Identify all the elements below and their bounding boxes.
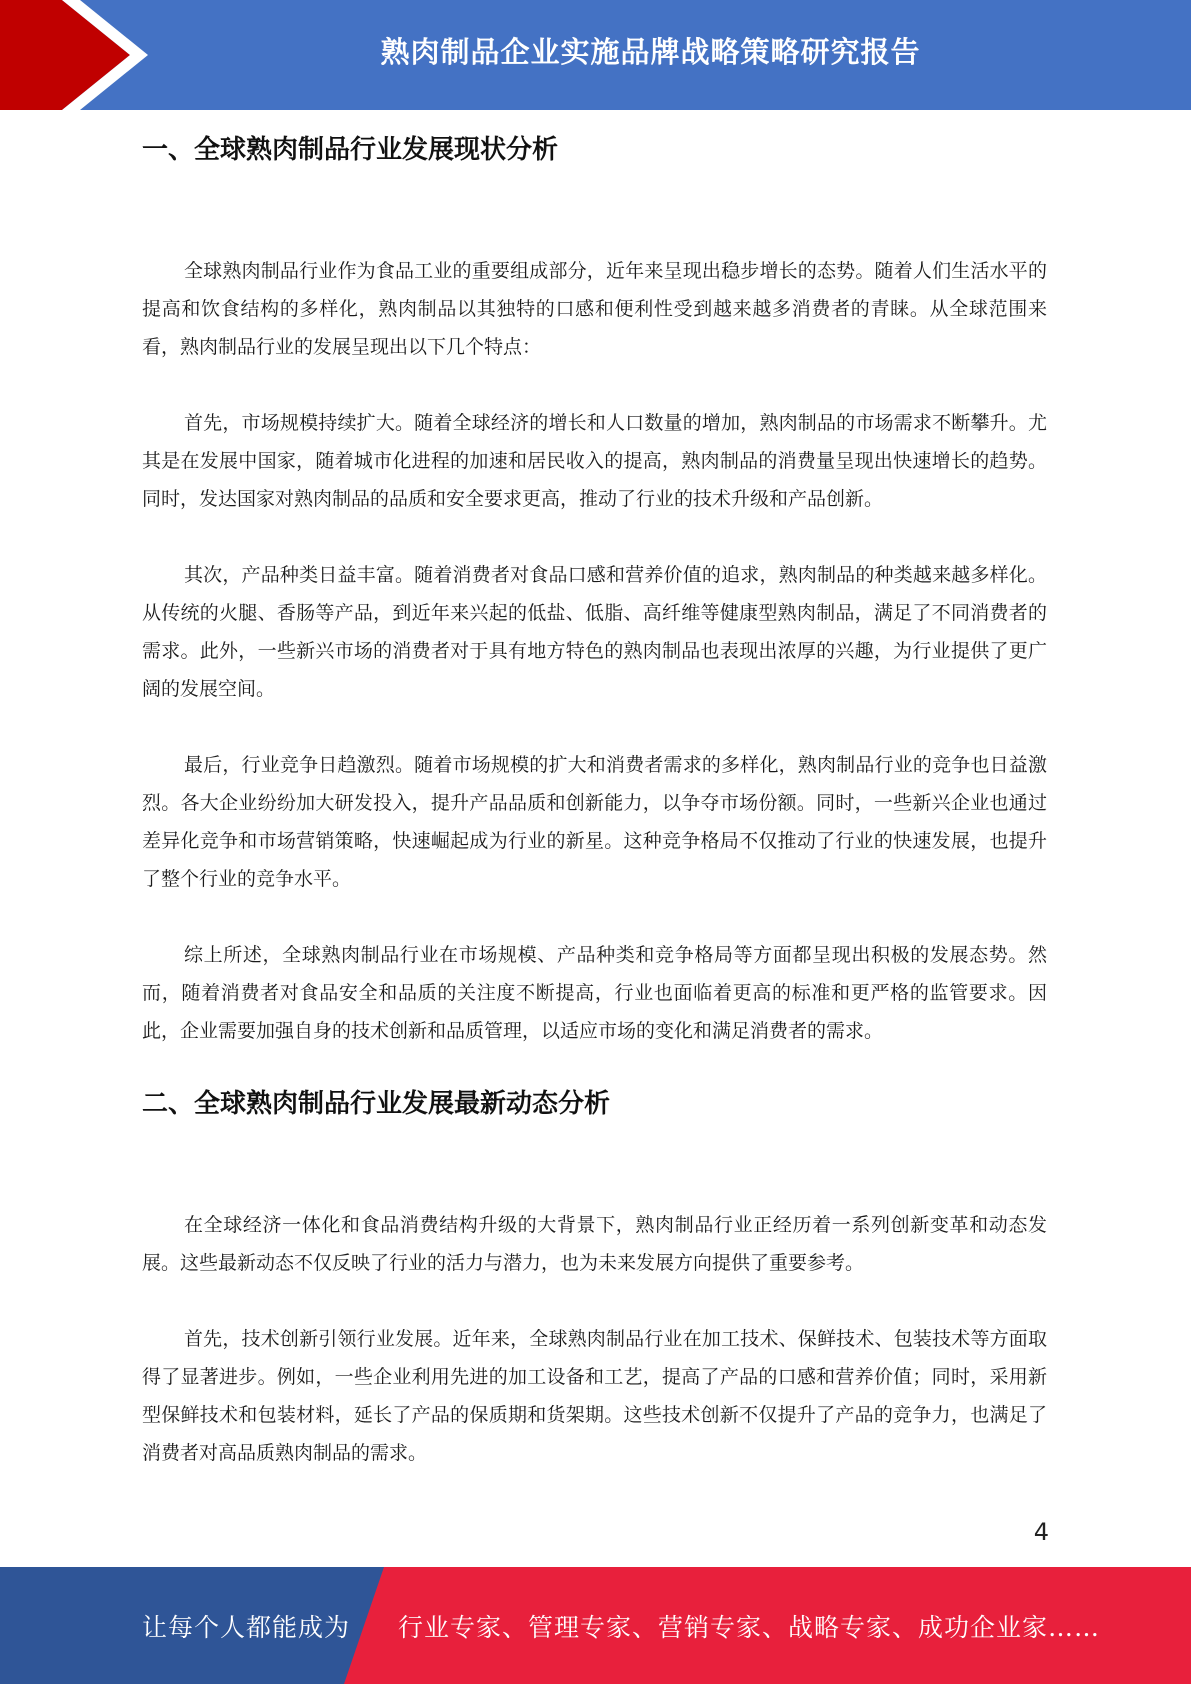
page-number: 4 bbox=[1033, 1518, 1049, 1546]
footer-slogan-right: 行业专家、管理专家、营销专家、战略专家、成功企业家…… bbox=[398, 1612, 1101, 1642]
page-footer bbox=[0, 1567, 1191, 1684]
paragraph: 最后，行业竞争日趋激烈。随着市场规模的扩大和消费者需求的多样化，熟肉制品行业的竞争也日益激烈。各大企业纷纷加大研发投入，提升产品品质和创新能力，以争夺市场份额。同时，一些新兴企业也通过差异化竞争和市场营销策略，快速崛起成为行业的新星。这种竞争格局不仅推动了行业的快速发展，也提升了整个行业的竞争水平。 bbox=[142, 754, 1047, 890]
paragraph: 在全球经济一体化和食品消费结构升级的大背景下，熟肉制品行业正经历着一系列创新变革和动态发展。这些最新动态不仅反映了行业的活力与潜力，也为未来发展方向提供了重要参考。 bbox=[142, 1214, 1047, 1274]
document-body bbox=[142, 128, 1047, 1472]
page-header bbox=[0, 0, 1191, 110]
footer-slogan-left: 让每个人都能成为 bbox=[142, 1612, 351, 1642]
document-title: 熟肉制品企业实施品牌战略策略研究报告 bbox=[380, 34, 921, 69]
paragraph: 首先，技术创新引领行业发展。近年来，全球熟肉制品行业在加工技术、保鲜技术、包装技术等方面取得了显著进步。例如，一些企业利用先进的加工设备和工艺，提高了产品的口感和营养价值；同时，采用新型保鲜技术和包装材料，延长了产品的保质期和货架期。这些技术创新不仅提升了产品的竞争力，也满足了消费者对高品质熟肉制品的需求。 bbox=[142, 1328, 1047, 1464]
chevron-logo-icon bbox=[0, 0, 160, 110]
paragraph: 首先，市场规模持续扩大。随着全球经济的增长和人口数量的增加，熟肉制品的市场需求不断攀升。尤其是在发展中国家，随着城市化进程的加速和居民收入的提高，熟肉制品的消费量呈现出快速增长的趋势。同时，发达国家对熟肉制品的品质和安全要求更高，推动了行业的技术升级和产品创新。 bbox=[142, 412, 1047, 510]
paragraph: 其次，产品种类日益丰富。随着消费者对食品口感和营养价值的追求，熟肉制品的种类越来越多样化。从传统的火腿、香肠等产品，到近年来兴起的低盐、低脂、高纤维等健康型熟肉制品，满足了不同消费者的需求。此外，一些新兴市场的消费者对于具有地方特色的熟肉制品也表现出浓厚的兴趣，为行业提供了更广阔的发展空间。 bbox=[142, 564, 1047, 700]
paragraph: 全球熟肉制品行业作为食品工业的重要组成部分，近年来呈现出稳步增长的态势。随着人们生活水平的提高和饮食结构的多样化，熟肉制品以其独特的口感和便利性受到越来越多消费者的青睐。从全球范围来看，熟肉制品行业的发展呈现出以下几个特点： bbox=[142, 260, 1047, 358]
section-heading: 一、全球熟肉制品行业发展现状分析 bbox=[142, 135, 559, 165]
paragraph: 综上所述，全球熟肉制品行业在市场规模、产品种类和竞争格局等方面都呈现出积极的发展态势。然而，随着消费者对食品安全和品质的关注度不断提高，行业也面临着更高的标准和更严格的监管要求。因此，企业需要加强自身的技术创新和品质管理，以适应市场的变化和满足消费者的需求。 bbox=[142, 944, 1047, 1042]
section-heading: 二、全球熟肉制品行业发展最新动态分析 bbox=[142, 1089, 611, 1119]
